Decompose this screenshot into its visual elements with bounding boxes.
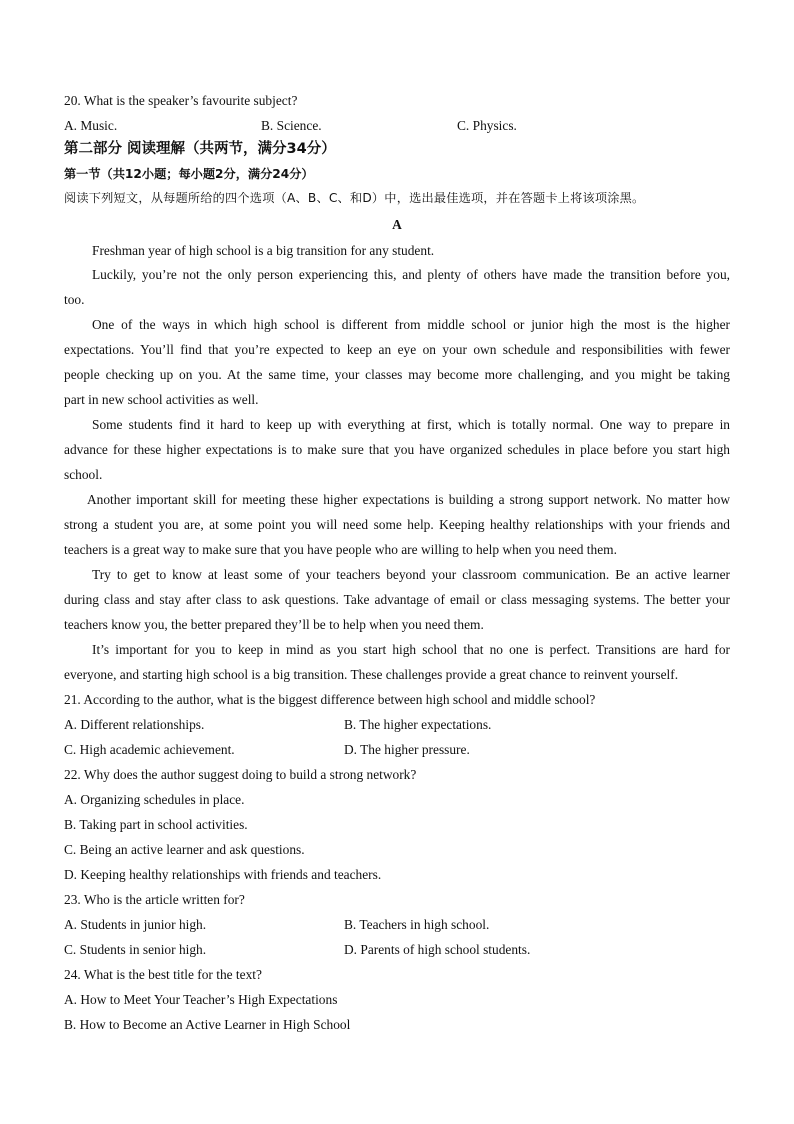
section1-title: 第一节（共12小题；每小题2分，满分24分） (64, 167, 314, 181)
passage-line: too. (64, 292, 85, 307)
passage-line: It’s important for you to keep in mind as you start high school that no one is perfect. Transitions are hard for (92, 642, 730, 657)
q20-option-c: C. Physics. (457, 118, 517, 133)
question-24: 24. What is the best title for the text? (64, 967, 262, 982)
q22-option-b: B. Taking part in school activities. (64, 817, 248, 832)
passage-line: Some students find it hard to keep up with everything at first, which is totally normal. One way to prepare in (92, 417, 730, 432)
q20-option-b: B. Science. (261, 118, 322, 133)
passage-line: expectations. You’ll find that you’re expected to keep an eye on your own schedule and responsibilities with fewer (64, 342, 730, 357)
q22-option-c: C. Being an active learner and ask questions. (64, 842, 305, 857)
q21-option-b: B. The higher expectations. (344, 717, 492, 732)
q23-option-d: D. Parents of high school students. (344, 942, 531, 957)
q24-option-a: A. How to Meet Your Teacher’s High Expectations (64, 992, 338, 1007)
passage-line: teachers know you, the better prepared they’ll be to help when you need them. (64, 617, 484, 632)
part2-title: 第二部分 阅读理解（共两节，满分34分） (64, 141, 336, 157)
q23-option-c: C. Students in senior high. (64, 942, 207, 957)
passage-line: strong a student you are, at some point you will need some help. Keeping healthy relationships with your friends and (64, 517, 730, 532)
passage-label: A (392, 217, 402, 232)
passage-line: Luckily, you’re not the only person experiencing this, and plenty of others have made the transition before you, (92, 267, 730, 282)
q22-option-a: A. Organizing schedules in place. (64, 792, 245, 807)
passage-line: One of the ways in which high school is different from middle school or junior high the most is the higher (92, 317, 730, 332)
q24-option-b: B. How to Become an Active Learner in High School (64, 1017, 351, 1032)
q21-option-d: D. The higher pressure. (344, 742, 470, 757)
passage-line: advance for these higher expectations is to make sure that you have organized schedules in place before you start high (64, 442, 730, 457)
q22-option-d: D. Keeping healthy relationships with friends and teachers. (64, 867, 382, 882)
q23-option-a: A. Students in junior high. (64, 917, 207, 932)
passage-line: people checking up on you. At the same time, your classes may become more challenging, and you might be taking (64, 367, 730, 382)
question-20: 20. What is the speaker’s favourite subject? (64, 93, 298, 108)
passage-line: everyone, and starting high school is a big transition. These challenges provide a great chance to reinvent yourself. (64, 667, 679, 682)
passage-line: Try to get to know at least some of your teachers beyond your classroom communication. Be an active learner (92, 567, 730, 582)
passage-line: Freshman year of high school is a big transition for any student. (92, 243, 435, 258)
passage-line: school. (64, 467, 103, 482)
passage-line: part in new school activities as well. (64, 392, 259, 407)
reading-instruction: 阅读下列短文，从每题所给的四个选项（A、B、C、和D）中，选出最佳选项，并在答题卡上将该项涂黑。 (64, 191, 645, 205)
passage-line: during class and stay after class to ask questions. Take advantage of email or class messaging systems. The better your (64, 592, 730, 607)
question-22: 22. Why does the author suggest doing to build a strong network? (64, 767, 417, 782)
q20-option-a: A. Music. (64, 118, 118, 133)
q21-option-c: C. High academic achievement. (64, 742, 235, 757)
passage-line: teachers is a great way to make sure that you have people who are willing to help when you need them. (64, 542, 617, 557)
q21-option-a: A. Different relationships. (64, 717, 205, 732)
q23-option-b: B. Teachers in high school. (344, 917, 490, 932)
question-23: 23. Who is the article written for? (64, 892, 245, 907)
question-21: 21. According to the author, what is the biggest difference between high school and middle school? (64, 692, 596, 707)
passage-line: Another important skill for meeting these higher expectations is building a strong support network. No matter how (87, 492, 730, 507)
